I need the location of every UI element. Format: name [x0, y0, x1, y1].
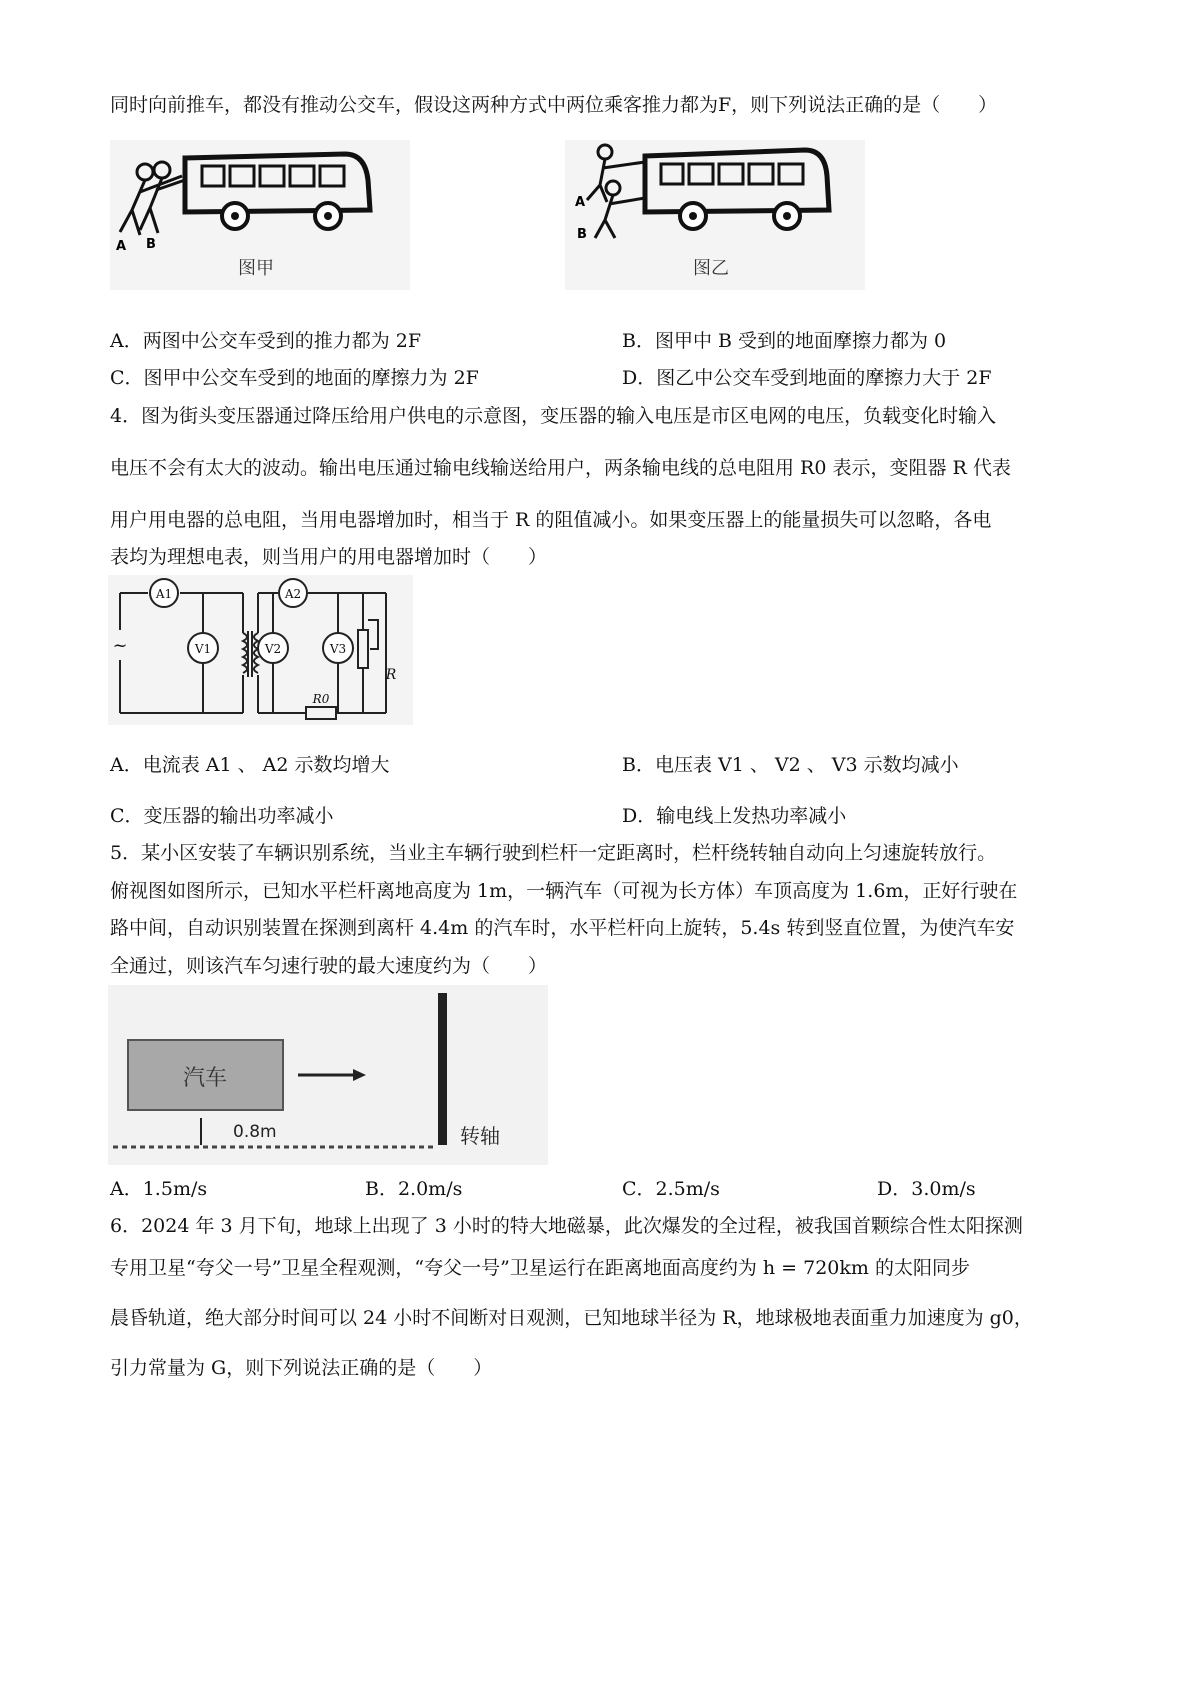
label-a-jia: A	[116, 239, 127, 254]
ammeter-a2-label: A2	[284, 587, 302, 601]
barrier-figure	[108, 985, 548, 1165]
q4-line-2: 电压不会有太大的波动。输出电压通过输电线输送给用户，两条输电线的总电阻用 R0 表示，变阻器 R 代表	[110, 457, 1011, 479]
rheostat-r-label: R	[385, 667, 397, 683]
axis-label: 转轴	[460, 1124, 500, 1148]
q5-line-2: 俯视图如图所示，已知水平栏杆离地高度为 1m，一辆汽车（可视为长方体）车顶高度为 1.6m，正好行驶在	[110, 880, 1018, 902]
label-a-yi: A	[575, 195, 586, 210]
q3-stem-tail: 同时向前推车，都没有推动公交车，假设这两种方式中两位乘客推力都为F，则下列说法正确的是（ ）	[110, 94, 998, 116]
q3-option-c: C．图甲中公交车受到的地面的摩擦力为 2F	[110, 367, 479, 389]
figure-jia-caption: 图甲	[238, 258, 274, 279]
car-label: 汽车	[182, 1066, 228, 1091]
q3-option-b: B．图甲中 B 受到的地面摩擦力都为 0	[622, 330, 947, 352]
distance-label: 0.8m	[233, 1122, 277, 1142]
q6-line-3: 晨昏轨道，绝大部分时间可以 24 小时不间断对日观测，已知地球半径为 R，地球极地表面重力加速度为 g0，	[110, 1307, 1033, 1329]
ac-source-symbol: ~	[112, 635, 128, 656]
q5-option-d: D．3.0m/s	[877, 1178, 976, 1200]
q5-line-1: 5．某小区安装了车辆识别系统，当业主车辆行驶到栏杆一定距离时，栏杆绕转轴自动向上匀速旋转放行。	[110, 842, 997, 864]
voltmeter-v3-label: V3	[329, 642, 347, 656]
q4-line-4: 表均为理想电表，则当用户的用电器增加时（ ）	[110, 546, 548, 568]
q4-option-b: B．电压表 V1 、 V2 、 V3 示数均减小	[622, 754, 959, 776]
q4-option-d: D．输电线上发热功率减小	[622, 805, 847, 827]
circuit-diagram	[108, 575, 413, 725]
q3-option-a: A．两图中公交车受到的推力都为 2F	[110, 330, 422, 352]
q6-line-4: 引力常量为 G，则下列说法正确的是（ ）	[110, 1357, 493, 1379]
voltmeter-v2-label: V2	[264, 642, 282, 656]
q4-option-c: C．变压器的输出功率减小	[110, 805, 334, 827]
q5-line-4: 全通过，则该汽车匀速行驶的最大速度约为（ ）	[110, 955, 548, 977]
label-b-jia: B	[146, 237, 156, 252]
figure-yi	[565, 140, 865, 290]
label-b-yi: B	[577, 227, 587, 242]
q4-option-a: A．电流表 A1 、 A2 示数均增大	[110, 754, 390, 776]
q5-option-b: B．2.0m/s	[365, 1178, 463, 1200]
q6-line-1: 6．2024 年 3 月下旬，地球上出现了 3 小时的特大地磁暴，此次爆发的全过程，被我国首颗综合性太阳探测	[110, 1215, 1023, 1237]
resistor-r0-label: R0	[312, 692, 330, 706]
q4-line-1: 4．图为街头变压器通过降压给用户供电的示意图，变压器的输入电压是市区电网的电压，负载变化时输入	[110, 405, 997, 427]
q6-line-2: 专用卫星“夸父一号”卫星全程观测，“夸父一号”卫星运行在距离地面高度约为 h = 720km 的太阳同步	[110, 1257, 970, 1279]
q4-line-3: 用户用电器的总电阻，当用电器增加时，相当于 R 的阻值减小。如果变压器上的能量损失可以忽略，各电	[110, 509, 992, 531]
ammeter-a1-label: A1	[155, 587, 173, 601]
q5-option-c: C．2.5m/s	[622, 1178, 720, 1200]
figure-yi-caption: 图乙	[693, 258, 729, 279]
q5-line-3: 路中间，自动识别装置在探测到离杆 4.4m 的汽车时，水平栏杆向上旋转，5.4s 转到竖直位置，为使汽车安	[110, 917, 1015, 939]
q3-option-d: D．图乙中公交车受到地面的摩擦力大于 2F	[622, 367, 992, 389]
figure-jia	[110, 140, 410, 290]
q5-option-a: A．1.5m/s	[110, 1178, 208, 1200]
voltmeter-v1-label: V1	[194, 642, 212, 656]
